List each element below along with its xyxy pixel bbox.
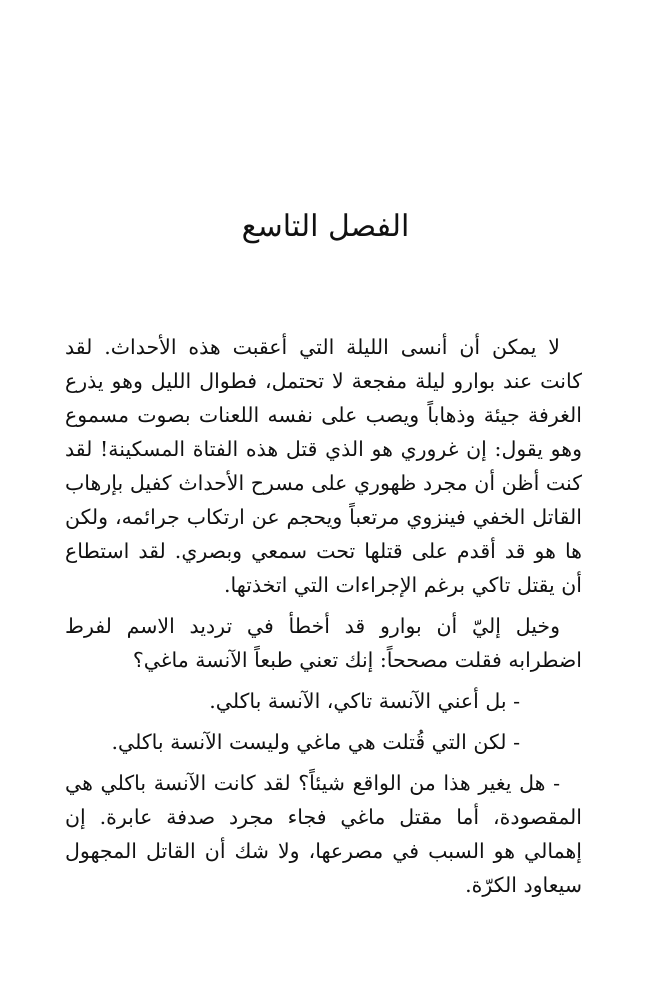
chapter-body	[65, 330, 582, 902]
chapter-title: الفصل التاسع	[241, 209, 410, 244]
dialogue-line-tacky: - بل أعني الآنسة تاكي، الآنسة باكلي.	[209, 689, 520, 713]
dialogue-line-maggie: - لكن التي قُتلت هي ماغي وليست الآنسة باكلي.	[111, 730, 520, 754]
paragraph-negligence: - هل يغير هذا من الواقع شيئاً؟ لقد كانت الآنسة باكلي هي المقصودة، أما مقتل ماغي فجاء مجرد صدفة عابرة. إن إهمالي هو السبب في مصرعها، ولا شك أن القاتل المجهول سيعاود الكرّة.	[65, 771, 582, 897]
paragraph-name-correction: وخيل إليّ أن بوارو قد أخطأ في ترديد الاسم لفرط اضطرابه فقلت مصححاً: إنك تعني طبعاً الآنسة ماغي؟	[65, 614, 582, 672]
paragraph-poirot-night: لا يمكن أن أنسى الليلة التي أعقبت هذه الأحداث. لقد كانت عند بوارو ليلة مفجعة لا تحتمل، فطوال الليل وهو يذرع الغرفة جيئة وذهاباً ويصب على نفسه اللعنات بصوت مسموع وهو يقول: إن غروري هو الذي قتل هذه الفتاة المسكينة! لقد كنت أظن أن مجرد ظهوري على مسرح الأحداث كفيل بإرهاب القاتل الخفي فينزوي مرتعباً ويحجم عن ارتكاب جرائمه، ولكن ها هو قد أقدم على قتلها تحت سمعي وبصري. لقد استطاع أن يقتل تاكي برغم الإجراءات التي اتخذتها.	[65, 335, 582, 597]
